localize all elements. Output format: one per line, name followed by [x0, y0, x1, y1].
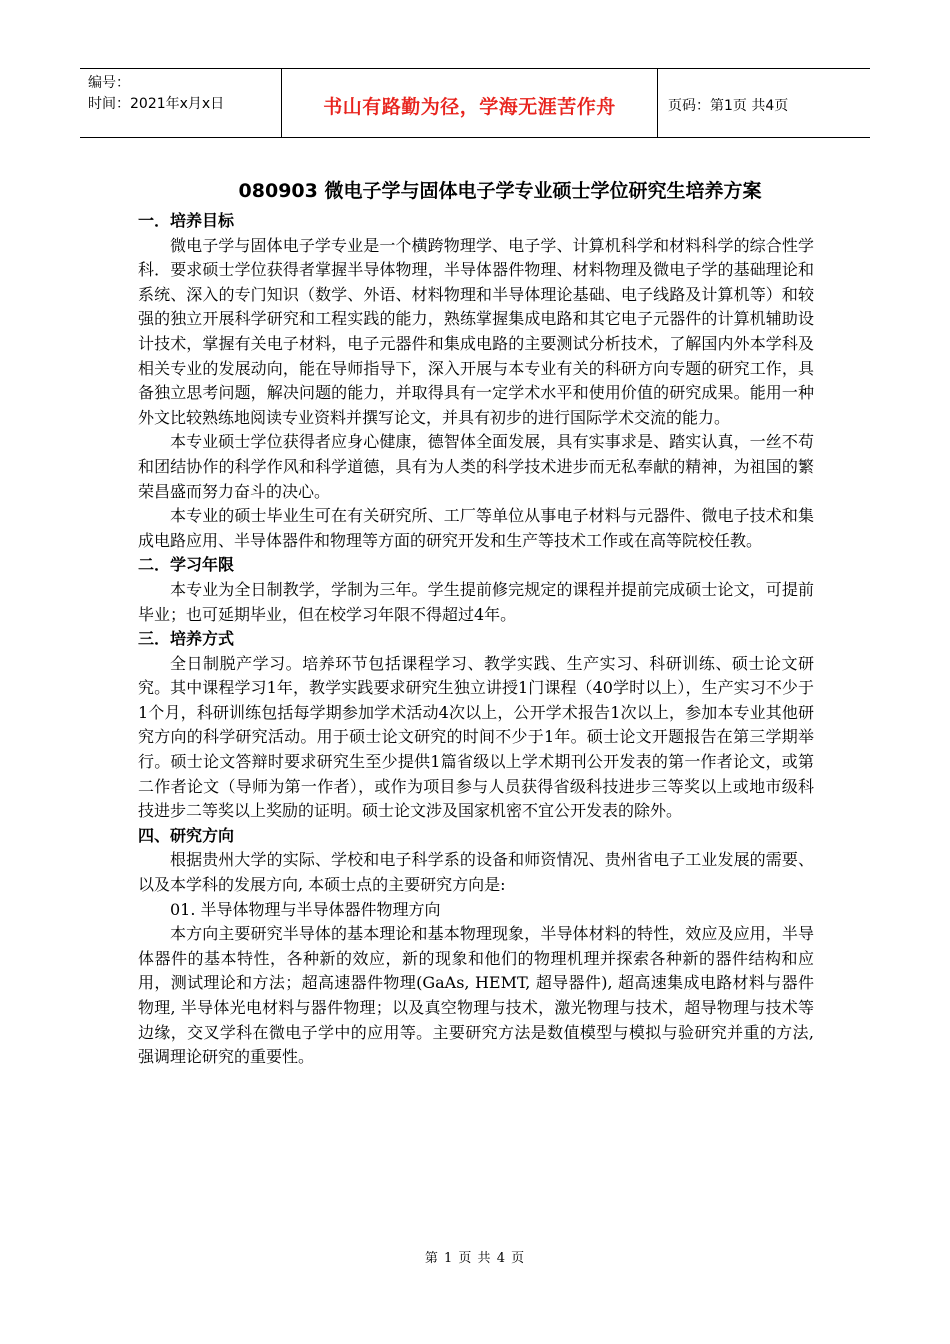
section-heading: 三．培养方式 [138, 629, 235, 649]
section-research-directions [138, 824, 814, 1070]
paragraph: 本方向主要研究半导体的基本理论和基本物理现象，半导体材料的特性，效应及应用，半导体器件的基本特性，各种新的效应，新的现象和他们的物理机理并探索各种新的器件结构和应用，测试理论和方法；超高速器件物理(GaAs, HEMT, 超导器件), 超高速集成电路材料与器件物理, 半导体光电材料与器件物理；以及真空物理与技术，激光物理与技术，超导物理与技术等边缘，交叉学科在微电子学中的应用等。主要研究方法是数值模型与模拟与验研究并重的方法, 强调理论研究的重要性。 [138, 924, 814, 1067]
section-heading: 二．学习年限 [138, 555, 235, 575]
section-heading: 一．培养目标 [138, 211, 235, 230]
document-title: 080903 微电子学与固体电子学专业硕士学位研究生培养方案 [238, 180, 762, 202]
paragraph: 根据贵州大学的实际、学校和电子科学系的设备和师资情况、贵州省电子工业发展的需要、以及本学科的发展方向, 本硕士点的主要研究方向是: [138, 850, 814, 895]
section-goals [138, 209, 814, 553]
paragraph: 本专业的硕士毕业生可在有关研究所、工厂等单位从事电子材料与元器件、微电子技术和集成电路应用、半导体器件和物理等方面的研究开发和生产等技术工作或在高等院校任教。 [138, 506, 814, 550]
section-training-mode [138, 627, 814, 824]
paragraph: 全日制脱产学习。培养环节包括课程学习、教学实践、生产实习、科研训练、硕士论文研究。其中课程学习1年，教学实践要求研究生独立讲授1门课程（40学时以上），生产实习不少于1个月，科研训练包括每学期参加学术活动4次以上，公开学术报告1次以上，参加本专业其他研究方向的科学研究活动。用于硕士论文研究的时间不少于1年。硕士论文开题报告在第三学期举行。硕士论文答辩时要求研究生至少提供1篇省级以上学术期刊公开发表的第一作者论文，或第二作者论文（导师为第一作者），或作为项目参与人员获得省级科技进步三等奖以上或地市级科技进步二等奖以上奖励的证明。硕士论文涉及国家机密不宜公开发表的除外。 [138, 653, 814, 821]
header-table [80, 68, 870, 138]
document-body [138, 209, 814, 1070]
header-page-cell [658, 69, 870, 137]
doc-number-label: 编号： [88, 75, 130, 91]
section-heading: 四、研究方向 [138, 825, 235, 845]
header-meta-cell [80, 69, 282, 137]
paragraph: 本专业为全日制教学，学制为三年。学生提前修完规定的课程并提前完成硕士论文，可提前毕业；也可延期毕业，但在校学习年限不得超过4年。 [138, 579, 814, 624]
subsection-heading: 01. 半导体物理与半导体器件物理方向 [170, 899, 441, 919]
doc-date-label: 时间：2021年x月x日 [88, 96, 225, 112]
header-page-info: 页码：第1页 共4页 [668, 98, 789, 114]
section-duration [138, 553, 814, 627]
header-motto-cell [282, 69, 658, 137]
header-motto: 书山有路勤为径，学海无涯苦作舟 [323, 95, 616, 118]
paragraph: 微电子学与固体电子学专业是一个横跨物理学、电子学、计算机科学和材料科学的综合性学科．要求硕士学位获得者掌握半导体物理，半导体器件物理、材料物理及微电子学的基础理论和系统、深入的专门知识（数学、外语、材料物理和半导体理论基础、电子线路及计算机等）和较强的独立开展科学研究和工程实践的能力，熟练掌握集成电路和其它电子元器件的计算机辅助设计技术，掌握有关电子材料，电子元器件和集成电路的主要测试分析技术，了解国内外本学科及相关专业的发展动向，能在导师指导下，深入开展与本专业有关的科研方向专题的研究工作，具备独立思考问题，解决问题的能力，并取得具有一定学术水平和使用价值的研究成果。能用一种外文比较熟练地阅读专业资料并撰写论文，并具有初步的进行国际学术交流的能力。 [138, 235, 814, 427]
paragraph: 本专业硕士学位获得者应身心健康，德智体全面发展，具有实事求是、踏实认真，一丝不苟和团结协作的科学作风和科学道德，具有为人类的科学技术进步而无私奉献的精神，为祖国的繁荣昌盛而努力奋斗的决心。 [138, 432, 814, 501]
page-footer: 第 1 页 共 4 页 [424, 1251, 526, 1266]
